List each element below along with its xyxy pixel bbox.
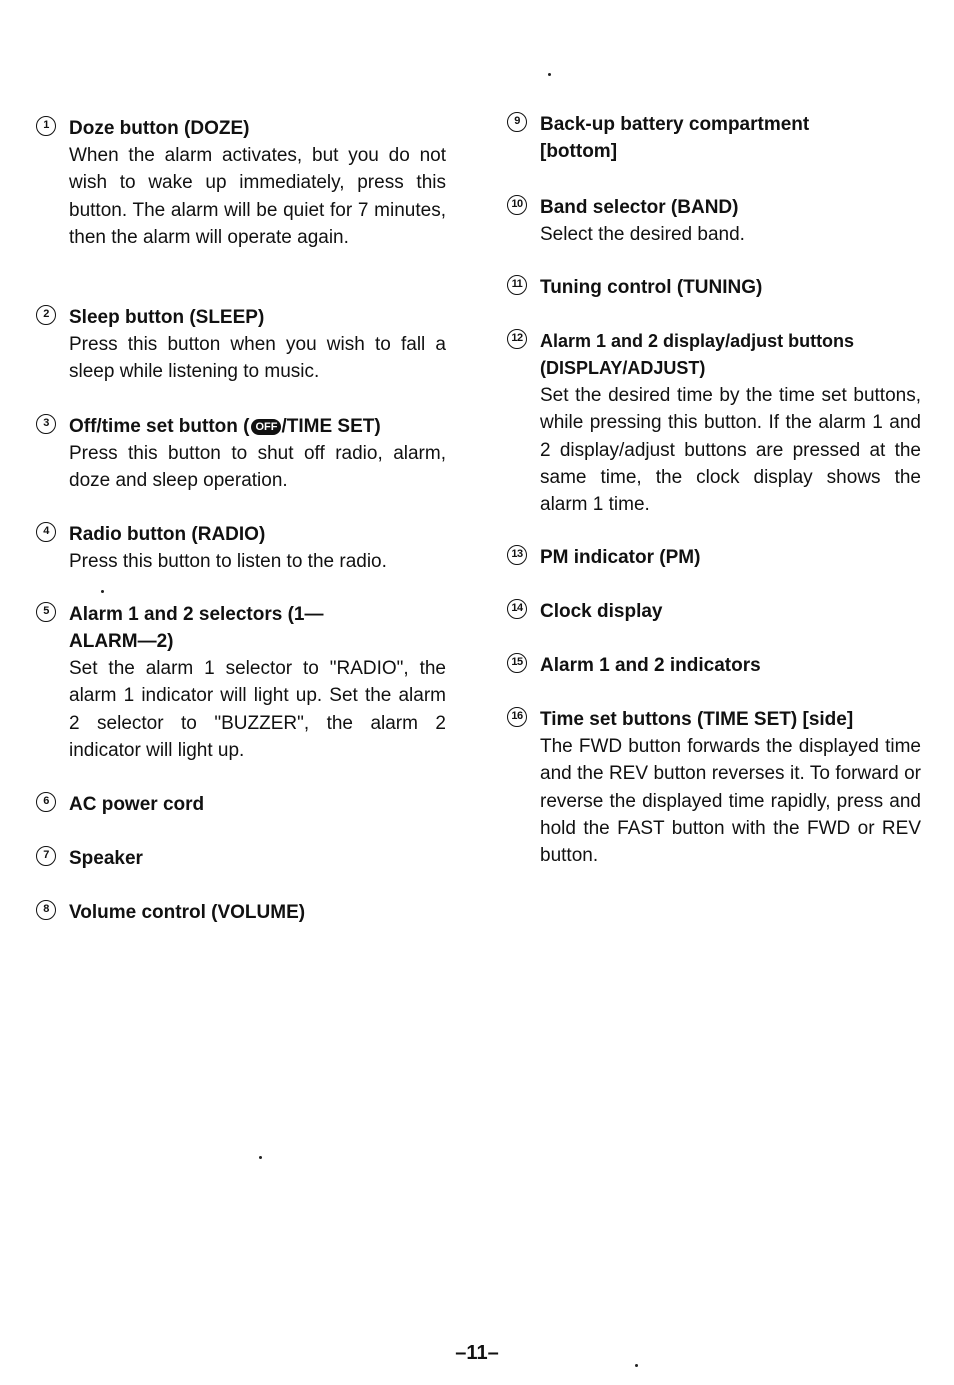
item-title: Alarm 1 and 2 display/adjust buttons (DISPLAY/ADJUST) — [540, 331, 855, 378]
item-clock-display — [507, 598, 921, 625]
item-sleep — [36, 304, 446, 386]
item-backup-battery — [507, 111, 921, 165]
item-title: Sleep button (SLEEP) — [69, 307, 265, 328]
circled-number: 11 — [507, 275, 527, 295]
item-description: Set the alarm 1 selector to "RADIO", the alarm 1 indicator will light up. Set the alarm 2 selector to "BUZZER", the alarm 2 indicator will light up. — [69, 658, 446, 761]
item-alarm-selectors — [36, 601, 446, 764]
item-description: The FWD button forwards the displayed time and the REV button reverses it. To forward or reverse the displayed time rapidly, press and hold the FAST button with the FWD or REV button. — [540, 736, 921, 867]
circled-number: 1 — [36, 116, 56, 136]
item-title: Band selector (BAND) — [540, 197, 739, 218]
circled-number: 5 — [36, 602, 56, 622]
item-tuning — [507, 274, 921, 301]
circled-number: 4 — [36, 522, 56, 542]
circled-number: 15 — [507, 653, 527, 673]
circled-number: 8 — [36, 900, 56, 920]
item-title: Speaker — [69, 848, 143, 869]
item-title: Volume control (VOLUME) — [69, 902, 306, 923]
item-doze — [36, 115, 446, 251]
circled-number: 12 — [507, 329, 527, 349]
item-description: Press this button to listen to the radio. — [69, 551, 387, 572]
item-title: Radio button (RADIO) — [69, 524, 266, 545]
scan-speck — [101, 590, 104, 593]
item-title: Back-up battery compartment [bottom] — [540, 114, 810, 162]
item-title: Doze button (DOZE) — [69, 118, 250, 139]
title-part: /TIME SET) — [281, 416, 381, 437]
item-description: Set the desired time by the time set buttons, while pressing this button. If the alarm 1 and 2 display/adjust buttons are pressed at the same time, the clock display shows the alarm 1 time. — [540, 385, 921, 516]
item-time-set-buttons — [507, 706, 921, 869]
item-title: Alarm 1 and 2 selectors (1—ALARM—2) — [69, 604, 324, 652]
item-title: Time set buttons (TIME SET) [side] — [540, 709, 854, 730]
circled-number: 7 — [36, 846, 56, 866]
item-pm-indicator — [507, 544, 921, 571]
circled-number: 10 — [507, 195, 527, 215]
item-title: AC power cord — [69, 794, 205, 815]
scan-speck — [548, 73, 551, 76]
item-display-adjust — [507, 328, 921, 518]
circled-number: 6 — [36, 792, 56, 812]
item-volume — [36, 899, 446, 926]
circled-number: 13 — [507, 545, 527, 565]
item-band-selector — [507, 194, 921, 248]
circled-number: 16 — [507, 707, 527, 727]
item-title: Clock display — [540, 601, 663, 622]
item-radio — [36, 521, 446, 575]
item-title: Tuning control (TUNING) — [540, 277, 763, 298]
item-description: When the alarm activates, but you do not wish to wake up immediately, press this button. The alarm will be quiet for 7 minutes, then the alarm will operate again. — [69, 145, 446, 248]
item-description: Select the desired band. — [540, 224, 745, 245]
title-part: Off/time set button ( — [69, 416, 250, 437]
circled-number: 3 — [36, 414, 56, 434]
scan-speck — [635, 1364, 638, 1367]
circled-number: 2 — [36, 305, 56, 325]
item-ac-power-cord — [36, 791, 446, 818]
item-off-time-set — [36, 413, 446, 495]
circled-number: 14 — [507, 599, 527, 619]
page-number: –11– — [455, 1342, 499, 1364]
item-title: Alarm 1 and 2 indicators — [540, 655, 761, 676]
item-description: Press this button to shut off radio, alarm, doze and sleep operation. — [69, 443, 446, 492]
off-badge: OFF — [251, 419, 281, 435]
item-title: PM indicator (PM) — [540, 547, 701, 568]
item-description: Press this button when you wish to fall a sleep while listening to music. — [69, 334, 446, 383]
item-speaker — [36, 845, 446, 872]
circled-number: 9 — [507, 112, 527, 132]
item-alarm-indicators — [507, 652, 921, 679]
scan-speck — [259, 1156, 262, 1159]
item-title — [69, 413, 446, 440]
